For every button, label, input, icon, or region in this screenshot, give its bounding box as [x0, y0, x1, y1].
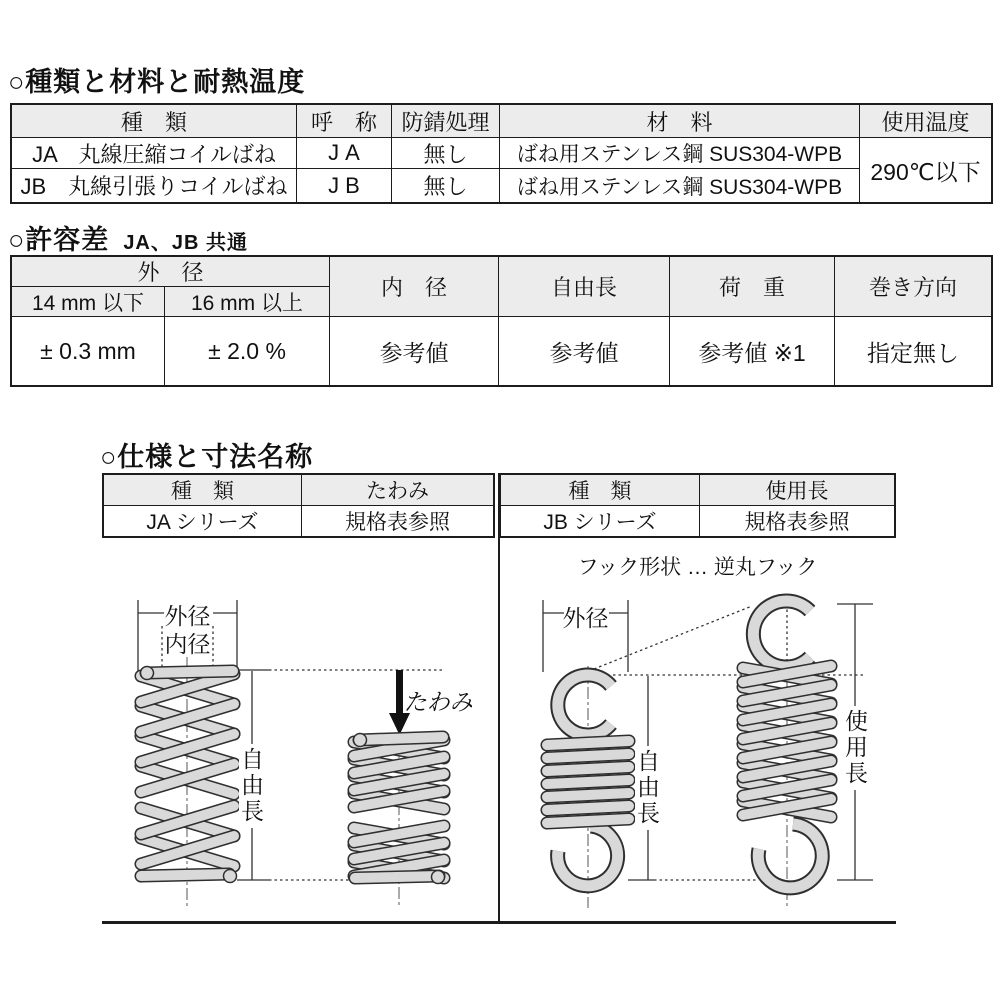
section-title-spec: ○仕様と寸法名称: [100, 442, 314, 472]
col-header-load: 荷 重: [670, 257, 835, 317]
col-header-outer-dia: 外 径: [12, 257, 330, 287]
cell-rust-jb: 無し: [392, 169, 500, 202]
col-header-temperature: 使用温度: [860, 105, 991, 138]
ja-spec-table: [102, 473, 495, 538]
jb-spec-table: [499, 473, 896, 538]
cell-rust-ja: 無し: [392, 138, 500, 169]
col-header-code: 呼 称: [297, 105, 392, 138]
value-coil-direction: 指定無し: [867, 339, 959, 366]
section-title-types: ○種類と材料と耐熱温度: [8, 67, 306, 97]
cell-kind-ja: JA 丸線圧縮コイルばね: [12, 138, 297, 169]
ja-inner-dia-label: 内径: [164, 631, 211, 657]
tolerance-subtitle: JA、JB 共通: [123, 232, 249, 254]
section-divider: [498, 473, 500, 921]
section-title-tolerance: [8, 218, 248, 257]
value-inner-dia: 参考値: [330, 317, 499, 385]
col-header-free-length: 自由長: [499, 257, 670, 317]
ja-cell-ref: 規格表参照: [345, 511, 450, 534]
hook-shape-note: フック形状 … 逆丸フック: [577, 556, 818, 579]
cell-temperature: 290℃以下: [870, 158, 981, 185]
jb-cell-ref: 規格表参照: [744, 511, 850, 534]
ja-cell-series: JA シリーズ: [104, 506, 302, 536]
cell-material-ja: ばね用ステンレス鋼 SUS304-WPB: [500, 138, 860, 169]
value-outer-over16: ± 2.0 %: [165, 317, 330, 385]
ja-col-header-deflection: たわみ: [302, 475, 493, 506]
jb-outer-dia-label: 外径: [562, 605, 609, 631]
cell-code-ja: JA: [297, 138, 392, 169]
section-bottom-rule: [102, 921, 896, 924]
cell-code-jb: JB: [297, 169, 392, 202]
spring-centerlines: [187, 657, 787, 908]
tolerance-table: [10, 255, 993, 387]
sub-header-under-14mm: 14 mm 以下: [12, 287, 165, 317]
ja-col-header-kind: 種 類: [104, 475, 302, 506]
col-header-kind: 種 類: [12, 105, 297, 138]
value-load: 参考値 ※1: [670, 317, 835, 385]
ja-deflection-label: たわみ: [402, 689, 478, 715]
col-header-coil-direction: 巻き方向: [835, 257, 991, 317]
ja-outer-dia-label: 外径: [164, 603, 211, 629]
col-header-rust: 防錆処理: [392, 105, 500, 138]
sub-header-over-16mm: 16 mm 以上: [165, 287, 330, 317]
tolerance-title-text: ○許容差: [8, 225, 110, 255]
cell-material-jb: ばね用ステンレス鋼 SUS304-WPB: [500, 169, 860, 202]
jb-free-length-label: 自由長: [635, 746, 658, 830]
value-outer-under14: ± 0.3 mm: [12, 317, 165, 385]
value-free-length: 参考値: [499, 317, 670, 385]
jb-use-length-label: 使用長: [843, 706, 866, 790]
jb-cell-series: JB シリーズ: [501, 506, 700, 536]
jb-col-header-use-length: 使用長: [700, 475, 894, 506]
col-header-material: 材 料: [500, 105, 860, 138]
jb-col-header-kind: 種 類: [501, 475, 700, 506]
cell-kind-jb: JB 丸線引張りコイルばね: [12, 169, 297, 202]
col-header-inner-dia: 内 径: [330, 257, 499, 317]
ja-free-length-label: 自由長: [239, 744, 262, 828]
types-table: [10, 103, 993, 204]
